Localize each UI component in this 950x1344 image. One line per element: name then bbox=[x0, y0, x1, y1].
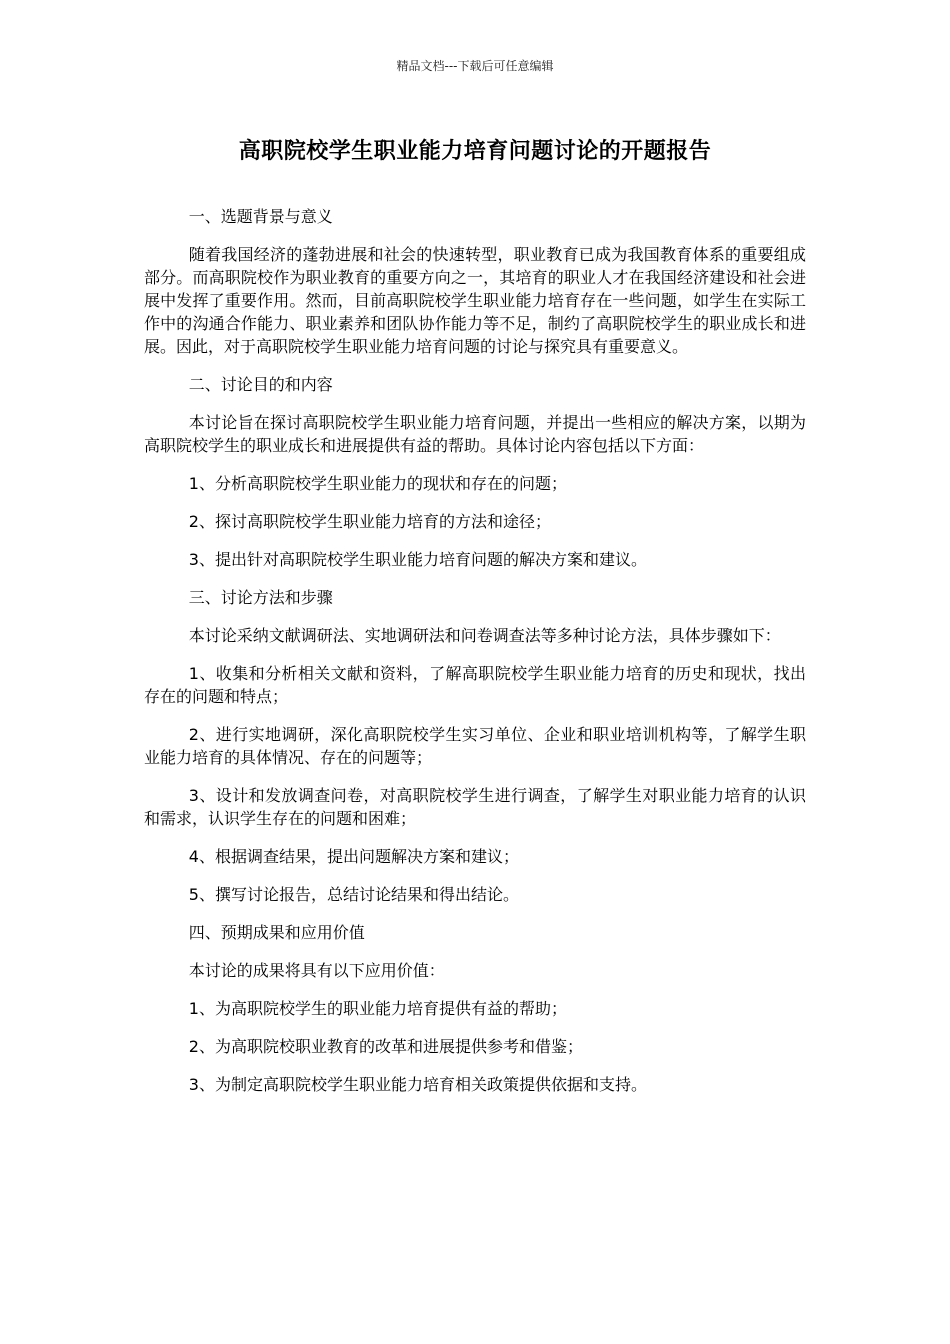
list-item: 2、为高职院校职业教育的改革和进展提供参考和借鉴； bbox=[188, 1037, 583, 1056]
paragraph-background: 随着我国经济的蓬勃进展和社会的快速转型，职业教育已成为我国教育体系的重要组成部分。而高职院校作为职业教育的重要方向之一，其培育的职业人才在我国经济建设和社会进展中发挥了重要作用。然而，目前高职院校学生职业能力培育存在一些问题，如学生在实际工作中的沟通合作能力、职业素养和团队协作能力等不足，制约了高职院校学生的职业成长和进展。因此，对于高职院校学生职业能力培育问题的讨论与探究具有重要意义。 bbox=[144, 245, 806, 356]
list-item: 3、设计和发放调查问卷，对高职院校学生进行调查，了解学生对职业能力培育的认识和需求，认识学生存在的问题和困难； bbox=[144, 786, 806, 828]
page-title: 高职院校学生职业能力培育问题讨论的开题报告 bbox=[238, 139, 712, 164]
section-heading-background: 一、选题背景与意义 bbox=[188, 207, 333, 226]
section-heading-outcomes: 四、预期成果和应用价值 bbox=[188, 923, 365, 942]
list-item: 1、收集和分析相关文献和资料，了解高职院校学生职业能力培育的历史和现状，找出存在的问题和特点； bbox=[144, 664, 806, 706]
paragraph-method: 本讨论采纳文献调研法、实地调研法和问卷调查法等多种讨论方法，具体步骤如下： bbox=[188, 626, 781, 645]
section-heading-method: 三、讨论方法和步骤 bbox=[188, 588, 333, 607]
section-heading-purpose: 二、讨论目的和内容 bbox=[188, 375, 333, 394]
paragraph-purpose: 本讨论旨在探讨高职院校学生职业能力培育问题，并提出一些相应的解决方案，以期为高职院校学生的职业成长和进展提供有益的帮助。具体讨论内容包括以下方面： bbox=[144, 413, 806, 455]
list-item: 3、为制定高职院校学生职业能力培育相关政策提供依据和支持。 bbox=[188, 1075, 647, 1094]
list-item: 2、进行实地调研，深化高职院校学生实习单位、企业和职业培训机构等，了解学生职业能力培育的具体情况、存在的问题等； bbox=[144, 725, 806, 767]
document-body bbox=[144, 205, 806, 1096]
paragraph-outcomes: 本讨论的成果将具有以下应用价值： bbox=[188, 961, 445, 980]
list-item: 4、根据调查结果，提出问题解决方案和建议； bbox=[188, 847, 519, 866]
header-note: 精品文档---下载后可任意编辑 bbox=[396, 59, 554, 73]
list-item: 3、提出针对高职院校学生职业能力培育问题的解决方案和建议。 bbox=[188, 550, 647, 569]
list-item: 1、分析高职院校学生职业能力的现状和存在的问题； bbox=[188, 474, 567, 493]
list-item: 5、撰写讨论报告，总结讨论结果和得出结论。 bbox=[188, 885, 519, 904]
list-item: 1、为高职院校学生的职业能力培育提供有益的帮助； bbox=[188, 999, 567, 1018]
list-item: 2、探讨高职院校学生职业能力培育的方法和途径； bbox=[188, 512, 551, 531]
